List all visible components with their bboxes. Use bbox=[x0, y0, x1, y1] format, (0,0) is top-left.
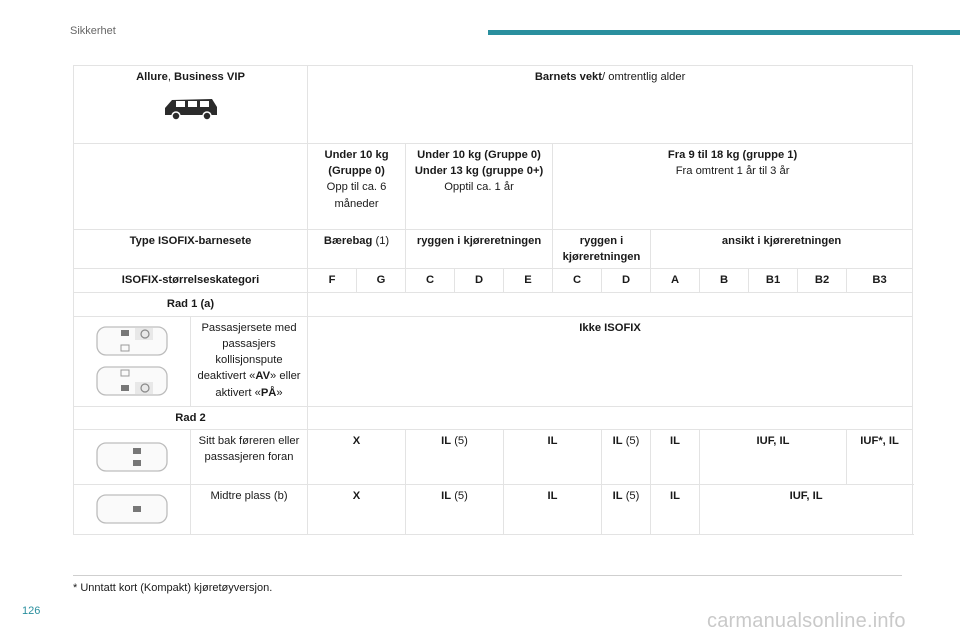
size-cell: C bbox=[553, 269, 602, 293]
rear-side-value: IUF*, IL bbox=[847, 429, 913, 484]
footnote: * Unntatt kort (Kompakt) kjøretøyversjon. bbox=[73, 582, 273, 594]
row1-label: Rad 1 (a) bbox=[74, 293, 308, 316]
size-cell: B2 bbox=[798, 269, 847, 293]
rear-middle-value: IL (5) bbox=[602, 484, 651, 534]
front-passenger-seat-icon bbox=[95, 323, 169, 359]
type-rear-facing-a: ryggen i kjøreretningen bbox=[406, 230, 553, 269]
header-accent-bar bbox=[488, 30, 960, 35]
group-0plus-cell: Under 10 kg (Gruppe 0) Under 13 kg (gruppe 0+) Opptil ca. 1 år bbox=[406, 144, 553, 230]
trim-cell: Allure, Business VIP bbox=[74, 66, 308, 144]
rear-middle-label: Midtre plass (b) bbox=[191, 484, 308, 534]
empty-cell bbox=[308, 293, 913, 316]
rear-side-label: Sitt bak føreren eller passasjeren foran bbox=[191, 429, 308, 484]
size-cell: A bbox=[651, 269, 700, 293]
rear-middle-value: IUF, IL bbox=[700, 484, 913, 534]
not-isofix-cell: Ikke ISOFIX bbox=[308, 316, 913, 406]
rear-side-value: IUF, IL bbox=[700, 429, 847, 484]
rear-middle-value: X bbox=[308, 484, 406, 534]
group-0-cell: Under 10 kg (Gruppe 0) Opp til ca. 6 måneder bbox=[308, 144, 406, 230]
type-label: Type ISOFIX-barnesete bbox=[74, 230, 308, 269]
passenger-seat-label: Passasjersete med passasjers kollisjonspute deaktivert «AV» eller aktivert «PÅ» bbox=[191, 316, 308, 406]
rear-middle-value: IL (5) bbox=[406, 484, 504, 534]
rear-side-value: IL bbox=[651, 429, 700, 484]
size-cell: C bbox=[406, 269, 455, 293]
rear-side-seat-icon bbox=[95, 439, 169, 475]
front-seat-icons-cell bbox=[74, 316, 191, 406]
rear-middle-icon-cell bbox=[74, 484, 191, 534]
weight-header-cell: Barnets vekt/ omtrentlig alder bbox=[308, 66, 913, 144]
size-cell: B1 bbox=[749, 269, 798, 293]
size-cell: B bbox=[700, 269, 749, 293]
size-cell: B3 bbox=[847, 269, 913, 293]
rear-side-value: IL (5) bbox=[602, 429, 651, 484]
front-passenger-seat-icon bbox=[95, 363, 169, 399]
van-icon bbox=[162, 93, 220, 123]
size-cell: F bbox=[308, 269, 357, 293]
rear-middle-seat-icon bbox=[95, 491, 169, 527]
footnote-divider bbox=[73, 575, 902, 576]
size-cell: D bbox=[455, 269, 504, 293]
size-cell: E bbox=[504, 269, 553, 293]
group-1-cell: Fra 9 til 18 kg (gruppe 1) Fra omtrent 1 år til 3 år bbox=[553, 144, 913, 230]
watermark: carmanualsonline.info bbox=[707, 610, 906, 632]
rear-side-value: IL (5) bbox=[406, 429, 504, 484]
type-rear-facing-b: ryggen i kjøreretningen bbox=[553, 230, 651, 269]
rear-side-icon-cell bbox=[74, 429, 191, 484]
size-cell: G bbox=[357, 269, 406, 293]
empty-cell bbox=[74, 144, 308, 230]
size-label: ISOFIX-størrelseskategori bbox=[74, 269, 308, 293]
size-cell: D bbox=[602, 269, 651, 293]
page-number: 126 bbox=[22, 605, 41, 617]
rear-side-value: X bbox=[308, 429, 406, 484]
type-carrycot: Bærebag (1) bbox=[308, 230, 406, 269]
isofix-table bbox=[73, 65, 913, 535]
section-title: Sikkerhet bbox=[70, 25, 116, 37]
empty-cell bbox=[308, 406, 913, 429]
type-forward-facing: ansikt i kjøreretningen bbox=[651, 230, 913, 269]
rear-side-value: IL bbox=[504, 429, 602, 484]
row2-label: Rad 2 bbox=[74, 406, 308, 429]
rear-middle-value: IL bbox=[504, 484, 602, 534]
rear-middle-value: IL bbox=[651, 484, 700, 534]
